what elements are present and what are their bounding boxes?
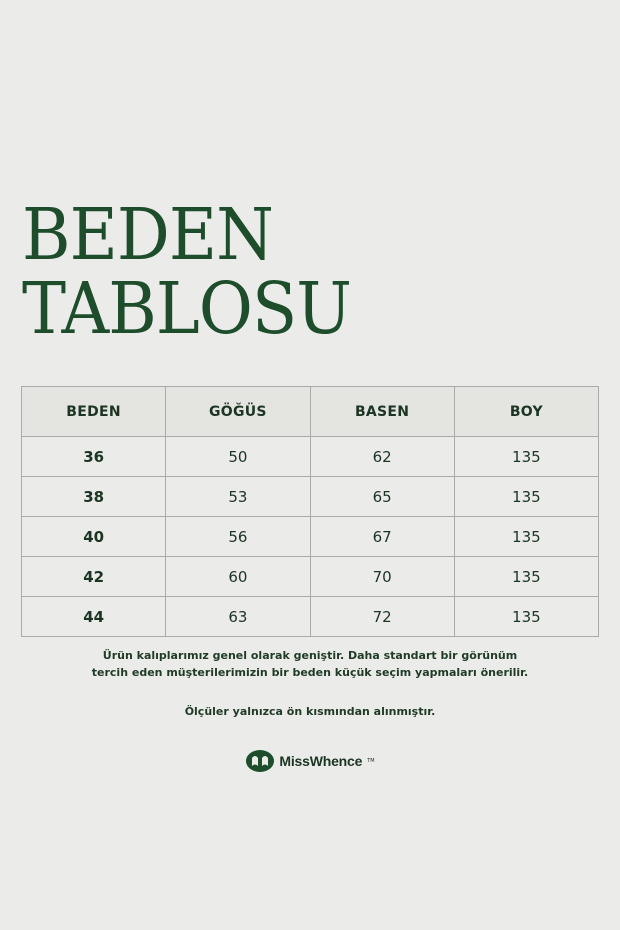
cell-size: 36 [22, 437, 166, 477]
cell-basen: 65 [310, 477, 454, 517]
fit-note [0, 647, 620, 681]
cell-boy: 135 [454, 437, 598, 477]
trademark-mark: TM [367, 758, 375, 764]
cell-boy: 135 [454, 557, 598, 597]
header-beden: BEDEN [22, 387, 166, 437]
cell-gogus: 60 [166, 557, 310, 597]
header-boy: BOY [454, 387, 598, 437]
table-row [22, 437, 599, 477]
cell-basen: 70 [310, 557, 454, 597]
cell-size: 44 [22, 597, 166, 637]
brand-logo [0, 749, 620, 773]
measurement-note: Ölçüler yalnızca ön kısmından alınmıştır. [184, 705, 436, 718]
title-line-1: BEDEN [22, 193, 273, 276]
table-row [22, 557, 599, 597]
table-row [22, 477, 599, 517]
cell-size: 42 [22, 557, 166, 597]
cell-gogus: 53 [166, 477, 310, 517]
header-gogus: GÖĞÜS [166, 387, 310, 437]
cell-size: 40 [22, 517, 166, 557]
cell-basen: 67 [310, 517, 454, 557]
cell-boy: 135 [454, 517, 598, 557]
cell-size: 38 [22, 477, 166, 517]
cell-gogus: 56 [166, 517, 310, 557]
title-line-2: TABLOSU [22, 267, 352, 350]
cell-boy: 135 [454, 597, 598, 637]
table-header-row [22, 387, 599, 437]
misswhence-logo-icon [245, 749, 275, 773]
table-row [22, 517, 599, 557]
header-basen: BASEN [310, 387, 454, 437]
cell-gogus: 63 [166, 597, 310, 637]
size-table [21, 386, 599, 637]
fit-note-line-1: Ürün kalıplarımız genel olarak geniştir. Daha standart bir görünüm [102, 649, 518, 662]
cell-basen: 72 [310, 597, 454, 637]
cell-boy: 135 [454, 477, 598, 517]
page-title [22, 193, 352, 350]
cell-basen: 62 [310, 437, 454, 477]
brand-name: MissWhence [279, 753, 363, 769]
fit-note-line-2: tercih eden müşterilerimizin bir beden küçük seçim yapmaları önerilir. [91, 666, 529, 679]
table-row [22, 597, 599, 637]
cell-gogus: 50 [166, 437, 310, 477]
